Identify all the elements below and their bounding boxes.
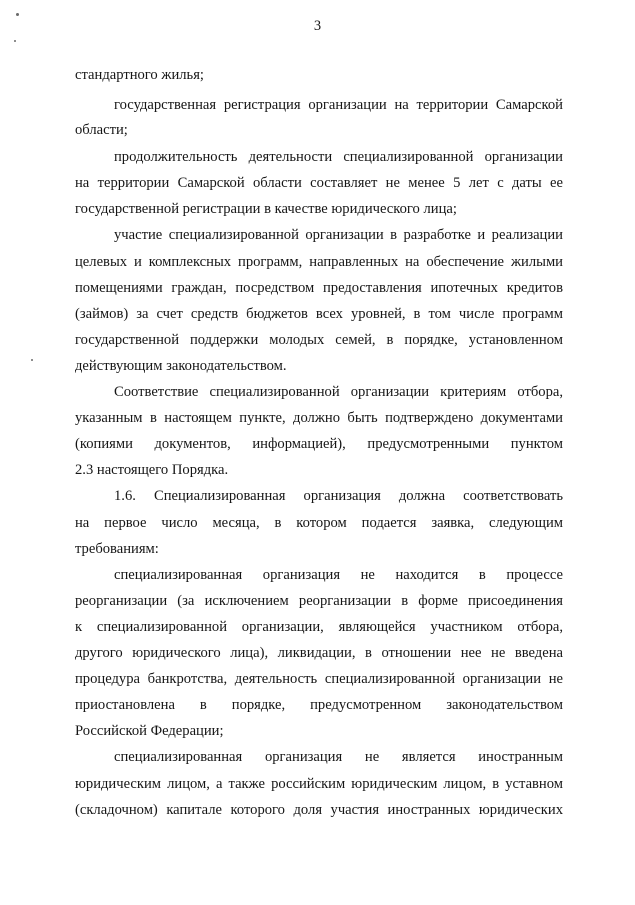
text-line: приостановлена в порядке, предусмотренном законодательством	[75, 697, 563, 713]
text-line: государственной поддержки молодых семей, в порядке, установленном	[75, 332, 563, 348]
text-line: помещениями граждан, посредством предоставления ипотечных кредитов	[75, 280, 563, 296]
text-line: Соответствие специализированной организации критериям отбора,	[114, 384, 563, 400]
scan-speck	[14, 40, 16, 42]
text-line: юридическим лицом, а также российским юридическим лицом, в уставном	[75, 776, 563, 792]
text-line: (копиями документов, информацией), предусмотренными пунктом	[75, 436, 563, 452]
text-line: специализированная организация не является иностранным	[114, 749, 563, 765]
text-line: другого юридического лица), ликвидации, в отношении нее не введена	[75, 645, 563, 661]
text-line: действующим законодательством.	[75, 358, 287, 374]
text-line: специализированная организация не находится в процессе	[114, 567, 563, 583]
text-line: к специализированной организации, являющейся участником отбора,	[75, 619, 563, 635]
text-line: (займов) за счет средств бюджетов всех уровней, в том числе программ	[75, 306, 563, 322]
text-line: Российской Федерации;	[75, 723, 224, 739]
text-line: на территории Самарской области составляет не менее 5 лет с даты ее	[75, 175, 563, 191]
text-line: продолжительность деятельности специализированной организации	[114, 149, 563, 165]
text-line: целевых и комплексных программ, направленных на обеспечение жилыми	[75, 254, 563, 270]
text-line: (складочном) капитале которого доля участия иностранных юридических	[75, 802, 563, 818]
text-line: стандартного жилья;	[75, 67, 204, 83]
text-line: указанным в настоящем пункте, должно быть подтверждено документами	[75, 410, 563, 426]
text-line: требованиям:	[75, 541, 159, 557]
text-line: участие специализированной организации в разработке и реализации	[114, 227, 563, 243]
text-line: государственной регистрации в качестве юридического лица;	[75, 201, 457, 217]
text-line: 2.3 настоящего Порядка.	[75, 462, 229, 478]
text-line: области;	[75, 122, 128, 138]
text-line: реорганизации (за исключением реорганизации в форме присоединения	[75, 593, 563, 609]
scan-speck	[16, 13, 19, 16]
page-number: 3	[313, 18, 322, 34]
scan-speck	[31, 359, 33, 361]
text-line: 1.6. Специализированная организация должна соответствовать	[114, 488, 563, 504]
text-line: государственная регистрация организации на территории Самарской	[114, 97, 563, 113]
text-line: на первое число месяца, в котором подается заявка, следующим	[75, 515, 563, 531]
text-line: процедура банкротства, деятельность специализированной организации не	[75, 671, 563, 687]
